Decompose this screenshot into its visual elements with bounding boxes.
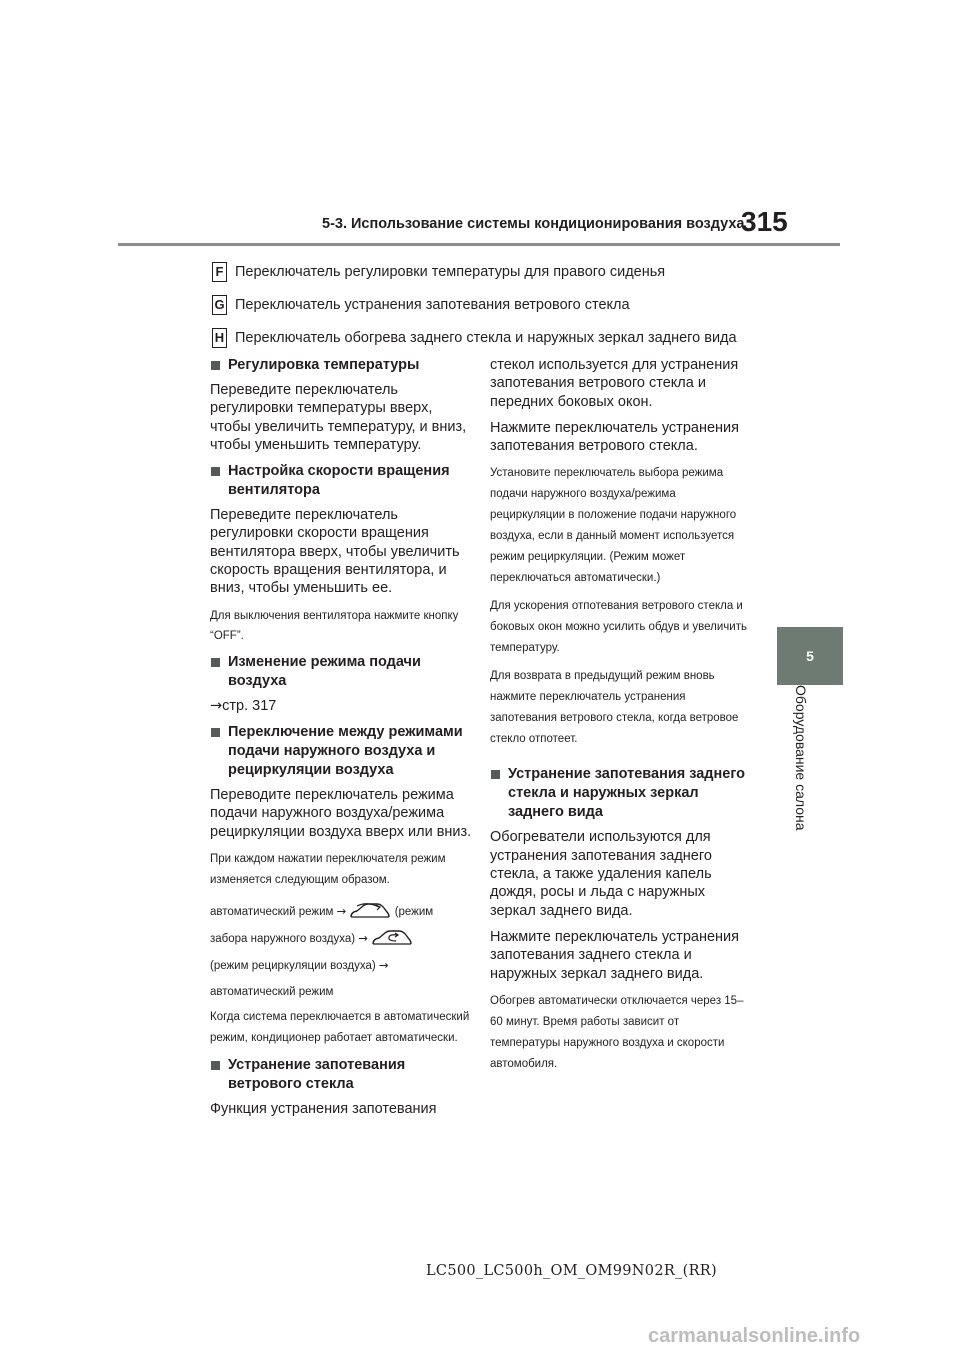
page-reference: стр. 317 [222, 697, 277, 714]
page-number: 315 [741, 206, 788, 237]
mode-sequence [210, 898, 472, 1005]
fan-speed-heading: Настройка скорости вращения вентилятора [210, 462, 472, 500]
arrow-icon: → [358, 930, 368, 945]
rear-defog-heading: Устранение запотевания заднего стекла и наружных зеркал заднего вида [490, 765, 752, 822]
chapter-title: Оборудование салона [793, 685, 809, 831]
intake-switch-text: Переводите переключатель режима подачи наружного воздуха/режима рециркуляции воздуха вверх или вниз. [210, 786, 472, 840]
document-code: LC500_LC500h_OM_OM99N02R_(RR) [426, 1263, 717, 1279]
sequence-outside: (режим забора наружного воздуха) [210, 905, 434, 945]
right-column [490, 356, 752, 1082]
sequence-recirculation: (режим рециркуляции воздуха) [210, 959, 376, 972]
section-title: 5-3. Использование системы кондиционирования воздуха [322, 216, 745, 232]
key-item-f [212, 262, 665, 282]
windshield-defog-text: Функция устранения запотевания [210, 1100, 437, 1117]
key-description: Переключатель обогрева заднего стекла и наружных зеркал заднего вида [235, 330, 737, 346]
air-mode-heading: Изменение режима подачи воздуха [210, 653, 472, 691]
intake-switch-heading: Переключение между режимами подачи наружного воздуха и рециркуляции воздуха [210, 723, 472, 780]
auto-mode-note: Когда система переключается в автоматический режим, кондиционер работает автоматически. [210, 1010, 470, 1044]
air-mode-reference [210, 697, 472, 715]
key-letter: H [212, 328, 227, 348]
left-column [210, 356, 472, 1126]
sequence-auto-end: автоматический режим [210, 985, 334, 998]
arrow-icon: → [378, 957, 389, 972]
key-description: Переключатель устранения запотевания ветрового стекла [235, 297, 630, 313]
arrow-icon: → [210, 697, 223, 714]
key-letter: F [212, 262, 227, 282]
key-letter: G [212, 295, 227, 315]
windshield-defog-heading: Устранение запотевания ветрового стекла [210, 1056, 472, 1094]
watermark: carmanualsonline.info [648, 1325, 861, 1347]
windshield-defog-note-1: Установите переключатель выбора режима подачи наружного воздуха/режима рециркуляции в положение подачи наружного воздуха, если в данный момент используется режим рециркуляции. (Режим может переключаться автоматически.) [490, 467, 737, 585]
rear-defog-note: Обогрев автоматически отключается через 15–60 минут. Время работы зависит от температуры наружного воздуха и скорости автомобиля. [490, 994, 744, 1070]
windshield-defog-instruction: Нажмите переключатель устранения запотевания ветрового стекла. [490, 419, 739, 455]
windshield-defog-note-2: Для ускорения отпотевания ветрового стекла и боковых окон можно усилить обдув и увеличить температуру. [490, 600, 747, 655]
chapter-number: 5 [806, 648, 814, 664]
fan-speed-text: Переведите переключатель регулировки скорости вращения вентилятора вверх, чтобы увеличить скорость вращения вентилятора, и вниз, чтобы уменьшить ее. [210, 507, 460, 597]
header-divider [118, 243, 840, 246]
key-item-g [212, 295, 630, 315]
sequence-auto: автоматический режим [210, 905, 334, 918]
rear-defog-instruction: Нажмите переключатель устранения запотевания заднего стекла и наружных зеркал заднего вида. [490, 928, 739, 982]
recirculation-icon [371, 929, 413, 949]
key-item-h [212, 328, 737, 348]
outside-air-icon [349, 902, 391, 922]
rear-defog-text: Обогреватели используются для устранения запотевания заднего стекла, а также удаления капель дождя, росы и льда с наружных зеркал заднего вида. [490, 829, 712, 919]
fan-off-note: Для выключения вентилятора нажмите кнопку “OFF”. [210, 609, 459, 642]
key-description: Переключатель регулировки температуры для правого сиденья [235, 264, 666, 280]
chapter-tab [777, 627, 843, 685]
chapter-side-label [766, 685, 822, 842]
arrow-icon: → [336, 903, 347, 918]
windshield-defog-note-3: Для возврата в предыдущий режим вновь нажмите переключатель устранения запотевания ветрового стекла, когда ветровое стекло отпотеет. [490, 670, 739, 746]
temperature-heading: Регулировка температуры [210, 356, 472, 375]
intake-switch-note: При каждом нажатии переключателя режим изменяется следующим образом. [210, 852, 446, 886]
windshield-defog-text-continued: стекол используется для устранения запотевания ветрового стекла и передних боковых окон. [490, 357, 739, 410]
temperature-text: Переведите переключатель регулировки температуры вверх, чтобы увеличить температуру, и вниз, чтобы уменьшить температуру. [210, 382, 467, 453]
